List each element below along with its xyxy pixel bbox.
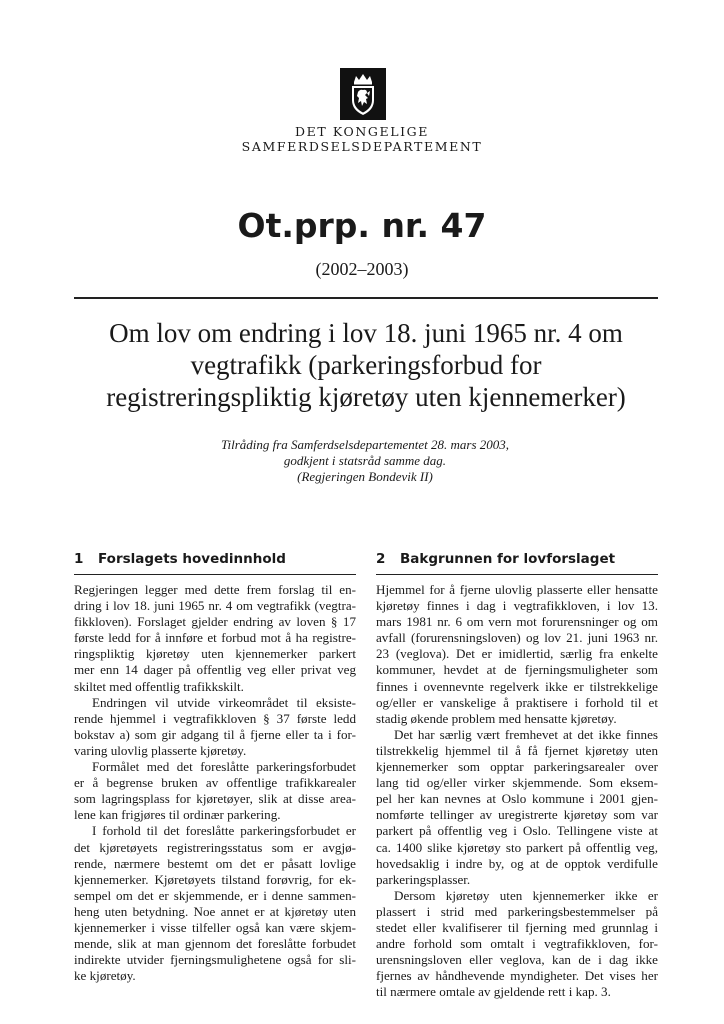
body-text-line: kommuner, hevdet at de fjerningsmuligheter som — [376, 662, 658, 678]
body-text-line: parkeringsplasser. — [376, 871, 471, 887]
section-number: 2 — [376, 551, 386, 567]
subtitle-line: vegtrafikk (parkeringsforbud for — [190, 350, 542, 380]
subtitle-line: registreringspliktig kjøretøy uten kjennemerker) — [106, 382, 626, 412]
section-number: 1 — [74, 551, 84, 567]
section-divider — [376, 574, 658, 575]
body-text-line: Dersom kjøretøy uten kjennemerker ikke er — [394, 887, 658, 903]
body-text-line: til nærmere omtale av gjeldende rett i kap. 3. — [376, 984, 611, 1000]
body-text-line: stadig økende problem med hensatte kjøretøy. — [376, 710, 617, 726]
body-text-line: indirekte utvider fjerningsmulighetene også for sli- — [74, 952, 356, 968]
section-divider — [74, 574, 356, 575]
body-text-line: Det har særlig vært fremhevet at det ikke finnes — [394, 726, 658, 742]
body-text-line: nomførte tellinger av uregistrerte kjøretøy som var — [376, 807, 658, 823]
section-2-column — [376, 551, 658, 1000]
department-name-line2: SAMFERDSELSDEPARTEMENT — [241, 139, 483, 154]
subtitle-line: Om lov om endring i lov 18. juni 1965 nr. 4 om — [109, 318, 623, 348]
body-text-line: fikkloven). Forslaget gjelder endring av loven § 17 — [74, 614, 356, 630]
body-text-line: kjennemerker som opptar parkeringsarealer over — [376, 759, 658, 775]
body-text-line: lene kan frigjøres til ordinær parkering. — [74, 807, 281, 823]
body-text-line: kjøretøy finnes i dag i vegtrafikkloven, i lov 13. — [376, 598, 658, 614]
body-text-line: og/eller er vanskelige å praktisere i forhold til et — [376, 694, 658, 710]
body-text-line: Endringen vil utvide virkeområdet til eksiste- — [92, 694, 356, 710]
body-text-line: mer enn 14 dager på offentlig veg eller privat veg — [74, 662, 356, 678]
body-text-line: som lagringsplass for kjøretøyer, slik at disse area- — [74, 791, 356, 807]
body-text-line: Formålet med det foreslåtte parkeringsforbudet — [92, 759, 356, 775]
section-title: Bakgrunnen for lovforslaget — [400, 551, 616, 567]
section-title: Forslagets hovedinnhold — [98, 551, 286, 567]
section-1-column — [74, 551, 356, 984]
recommendation-line: Tilråding fra Samferdselsdepartementet 28. mars 2003, — [220, 437, 510, 452]
body-text-line: heng uten betydning. Noe annet er at kjøretøy uten — [74, 903, 356, 919]
body-text-line: finnes i ovennevnte regelverk ikke er tilstrekkelige — [376, 678, 658, 694]
section-heading — [74, 551, 356, 571]
body-text-line: hovedsaklig i indre by, og at de opptok verdifulle — [376, 855, 658, 871]
document-subtitle — [74, 317, 658, 413]
body-text-line: første ledd for å innføre et forbud mot å ha registre- — [74, 630, 356, 646]
body-text-line: skiltet med offentlig trafikkskilt. — [74, 678, 244, 694]
body-text-line: er å begrense bruken av offentlige trafikkarealer — [74, 775, 356, 791]
body-text-line: kjennemerker. Kjøretøyets tilstand forøvrig, for ek- — [74, 871, 356, 887]
body-text-line: fjernes av håndhevende myndigheter. Det vises her — [376, 968, 658, 984]
norwegian-coat-of-arms-icon — [340, 68, 386, 120]
document-title: Ot.prp. nr. 47 — [237, 206, 487, 245]
body-text-line: ca. 1400 slike kjøretøy sto parkert på offentlig veg, — [376, 839, 658, 855]
body-text-line: parkert på offentlig veg i Oslo. Tellingene viste at — [376, 823, 658, 839]
body-text-line: mende, slik at man gjennom det foreslåtte forbudet — [74, 936, 356, 952]
body-text-line: bokstav a) som gir adgang til å fjerne eller ta i for- — [74, 726, 356, 742]
body-text-line: ke kjøretøy. — [74, 968, 136, 984]
body-text-line: sempel om det er skjemmende, er i denne sammen- — [74, 887, 356, 903]
department-name-line1: DET KONGELIGE — [295, 124, 429, 139]
body-text-line: rende, nærmere bestemt om det er påsatt lovlige — [74, 855, 356, 871]
body-text-line: Hjemmel for å fjerne ulovlig plasserte eller hensatte — [376, 582, 658, 597]
body-text-line: tilstrekkelig hjemmel til å få fjernet kjøretøy uten — [376, 742, 658, 758]
title-divider — [74, 297, 658, 299]
body-text-line: 23 (veglova). Det er imidlertid, særlig fra enkelte — [376, 646, 658, 662]
body-text-line: rende hjemmel i vegtrafikkloven § 37 første ledd — [74, 710, 356, 726]
body-text-line: dring i lov 18. juni 1965 nr. 4 om vegtrafikk (vegtra- — [74, 598, 356, 614]
body-text-line: det kjøretøyets registreringsstatus som er avgjø- — [74, 839, 356, 855]
recommendation-note — [130, 437, 600, 485]
body-text-line: plassert i strid med parkeringsbestemmelser på — [376, 903, 658, 919]
body-text-line: pel her kan nevnes at Oslo kommune i 2001 gjen- — [376, 791, 658, 807]
section-body — [74, 582, 356, 984]
body-text-line: andre forhold som omtalt i vegtrafikkloven, for- — [376, 936, 658, 952]
body-text-line: I forhold til det foreslåtte parkeringsforbudet er — [92, 823, 356, 839]
body-text-line: ringspliktig kjøretøy uten kjennemerker parkert — [74, 646, 356, 662]
body-text-line: kjennemerker i visse tilfeller også kan være skjem- — [74, 919, 356, 935]
session-years: (2002–2003) — [315, 259, 409, 279]
body-text-line: varing ulovlig plasserte kjøretøy. — [74, 742, 247, 758]
body-text-line: stedet eller kvalifiserer til fjerning med grunnlag i — [376, 919, 658, 935]
body-text-line: avfall (forurensningsloven) og lov 21. juni 1963 nr. — [376, 630, 658, 646]
body-text-line: urensningsloven eller veglova, kan de i dag ikke — [376, 952, 658, 968]
recommendation-line: (Regjeringen Bondevik II) — [297, 469, 433, 484]
section-body — [376, 582, 658, 1000]
body-text-line: mars 1981 nr. 6 om vern mot forurensninger og om — [376, 614, 658, 630]
recommendation-line: godkjent i statsråd samme dag. — [283, 453, 447, 468]
section-heading — [376, 551, 658, 571]
body-text-line: Regjeringen legger med dette frem forslag til en- — [74, 582, 356, 597]
body-text-line: lang tid og/eller virker skjemmende. Som eksem- — [376, 775, 658, 791]
